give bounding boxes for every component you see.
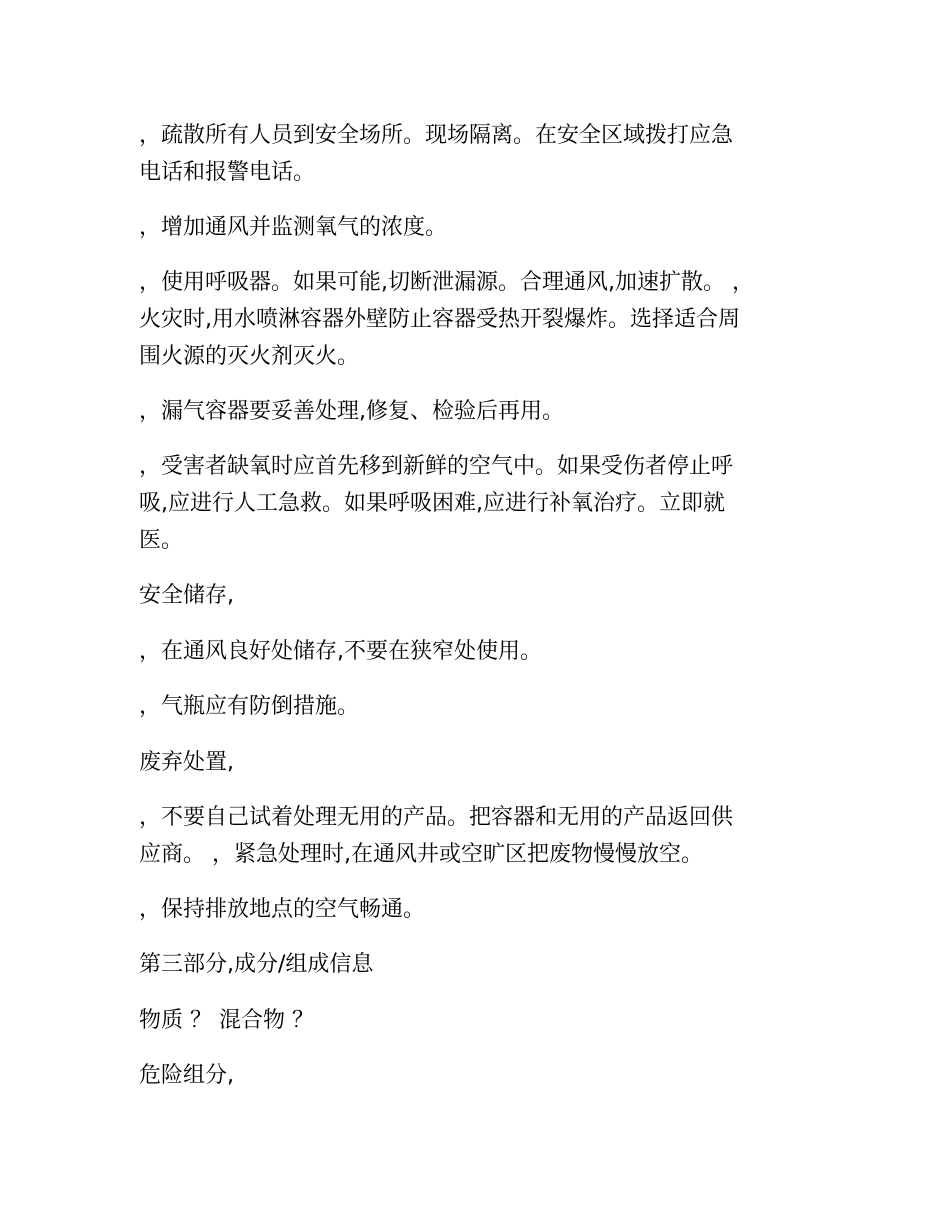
text-line: ，气瓶应有防倒措施。 <box>139 694 360 719</box>
text-line: ，疏散所有人员到安全场所。现场隔离。在安全区域拨打应急 <box>139 123 734 148</box>
paragraph-respirator-fire <box>139 264 819 375</box>
paragraph-leaking-container <box>139 393 819 430</box>
text-line: ，保持排放地点的空气畅通。 <box>139 897 426 922</box>
text-line: 废弃处置, <box>139 750 234 775</box>
text-line: 医。 <box>139 528 184 553</box>
text-line: 火灾时,用水喷淋容器外壁防止容器受热开裂爆炸。选择适合周 <box>139 307 740 332</box>
text-line: 第三部分,成分/组成信息 <box>139 952 374 977</box>
text-line: 电话和报警电话。 <box>139 160 316 185</box>
heading-hazardous-components <box>139 1057 819 1094</box>
paragraph-return-supplier <box>139 799 819 873</box>
paragraph-cylinder <box>139 688 819 725</box>
paragraph-first-aid <box>139 448 819 559</box>
heading-disposal <box>139 744 819 781</box>
heading-safe-storage <box>139 577 819 614</box>
text-line: 危险组分, <box>139 1063 234 1088</box>
paragraph-substance-mixture <box>139 1002 819 1039</box>
paragraph-discharge-site <box>139 891 819 928</box>
text-line: 应商。 ，紧急处理时,在通风井或空旷区把废物慢慢放空。 <box>139 842 703 867</box>
text-line: ，不要自己试着处理无用的产品。把容器和无用的产品返回供 <box>139 805 734 830</box>
text-line: ，增加通风并监测氧气的浓度。 <box>139 215 448 240</box>
heading-part-three <box>139 946 819 983</box>
text-line: ，在通风良好处储存,不要在狭窄处使用。 <box>139 639 542 664</box>
paragraph-storage-ventilation <box>139 633 819 670</box>
paragraph-evacuation <box>139 117 819 191</box>
text-line: 物质 ？ 混合物 ？ <box>139 1008 314 1033</box>
paragraph-ventilation <box>139 209 819 246</box>
text-line: ，使用呼吸器。如果可能,切断泄漏源。合理通风,加速扩散。 ， <box>139 270 754 295</box>
text-line: ，漏气容器要妥善处理,修复、检验后再用。 <box>139 399 564 424</box>
text-line: ，受害者缺氧时应首先移到新鲜的空气中。如果受伤者停止呼 <box>139 454 734 479</box>
text-line: 安全储存, <box>139 583 234 608</box>
text-line: 吸,应进行人工急救。如果呼吸困难,应进行补氧治疗。立即就 <box>139 491 725 516</box>
text-line: 围火源的灭火剂灭火。 <box>139 344 360 369</box>
